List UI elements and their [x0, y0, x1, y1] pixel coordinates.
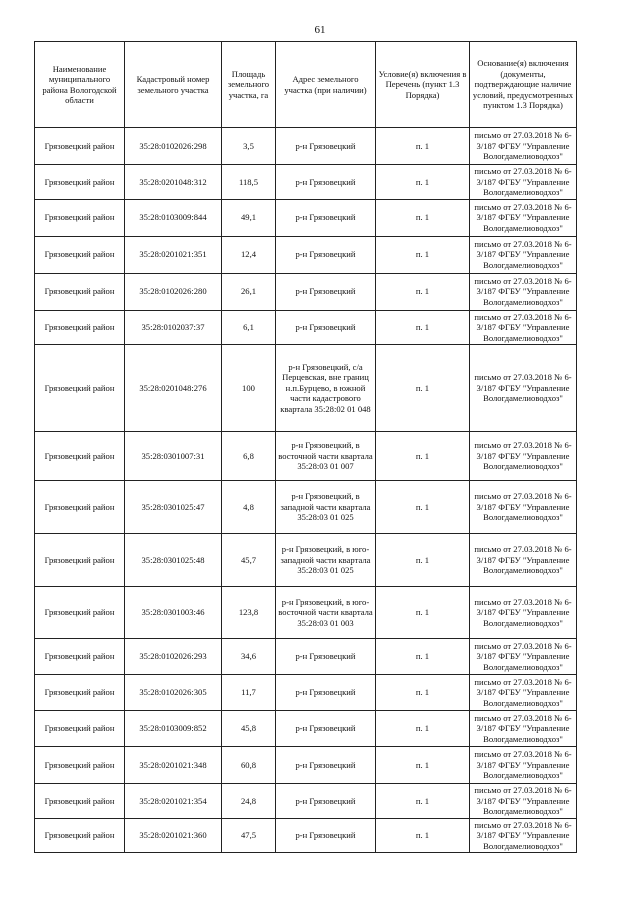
- cell-address: р-н Грязовецкий: [276, 165, 376, 200]
- cell-basis: письмо от 27.03.2018 № 6-3/187 ФГБУ "Управление Вологдамелиоводхоз": [470, 236, 577, 273]
- cell-address: р-н Грязовецкий: [276, 784, 376, 819]
- cell-condition: п. 1: [376, 165, 470, 200]
- land-plots-table: [34, 41, 577, 853]
- cell-address: р-н Грязовецкий: [276, 711, 376, 747]
- table-row: [35, 818, 577, 853]
- cell-cadastral-number: 35:28:0201021:351: [125, 236, 222, 273]
- cell-area: 24,8: [222, 784, 276, 819]
- cell-condition: п. 1: [376, 236, 470, 273]
- cell-district: Грязовецкий район: [35, 236, 125, 273]
- cell-condition: п. 1: [376, 747, 470, 784]
- cell-condition: п. 1: [376, 784, 470, 819]
- cell-basis: письмо от 27.03.2018 № 6-3/187 ФГБУ "Управление Вологдамелиоводхоз": [470, 587, 577, 639]
- cell-area: 12,4: [222, 236, 276, 273]
- cell-address: р-н Грязовецкий: [276, 747, 376, 784]
- cell-cadastral-number: 35:28:0301025:47: [125, 481, 222, 534]
- table-row: [35, 675, 577, 711]
- cell-district: Грязовецкий район: [35, 128, 125, 165]
- cell-address: р-н Грязовецкий: [276, 818, 376, 853]
- table-row: [35, 587, 577, 639]
- cell-address: р-н Грязовецкий: [276, 199, 376, 236]
- table-row: [35, 711, 577, 747]
- cell-area: 4,8: [222, 481, 276, 534]
- table-row: [35, 639, 577, 675]
- cell-area: 123,8: [222, 587, 276, 639]
- cell-area: 34,6: [222, 639, 276, 675]
- cell-cadastral-number: 35:28:0102026:293: [125, 639, 222, 675]
- cell-basis: письмо от 27.03.2018 № 6-3/187 ФГБУ "Управление Вологдамелиоводхоз": [470, 675, 577, 711]
- cell-cadastral-number: 35:28:0201021:348: [125, 747, 222, 784]
- cell-cadastral-number: 35:28:0301003:46: [125, 587, 222, 639]
- cell-basis: письмо от 27.03.2018 № 6-3/187 ФГБУ "Управление Вологдамелиоводхоз": [470, 432, 577, 481]
- cell-district: Грязовецкий район: [35, 273, 125, 310]
- cell-district: Грязовецкий район: [35, 432, 125, 481]
- cell-area: 45,7: [222, 534, 276, 587]
- cell-basis: письмо от 27.03.2018 № 6-3/187 ФГБУ "Управление Вологдамелиоводхоз": [470, 273, 577, 310]
- cell-basis: письмо от 27.03.2018 № 6-3/187 ФГБУ "Управление Вологдамелиоводхоз": [470, 199, 577, 236]
- page-number: 61: [314, 24, 326, 36]
- cell-cadastral-number: 35:28:0201021:354: [125, 784, 222, 819]
- cell-condition: п. 1: [376, 639, 470, 675]
- cell-district: Грязовецкий район: [35, 534, 125, 587]
- cell-basis: письмо от 27.03.2018 № 6-3/187 ФГБУ "Управление Вологдамелиоводхоз": [470, 747, 577, 784]
- cell-address: р-н Грязовецкий: [276, 273, 376, 310]
- cell-area: 118,5: [222, 165, 276, 200]
- cell-condition: п. 1: [376, 481, 470, 534]
- cell-district: Грязовецкий район: [35, 639, 125, 675]
- cell-area: 47,5: [222, 818, 276, 853]
- cell-district: Грязовецкий район: [35, 784, 125, 819]
- column-header-condition: Условие(я) включения в Перечень (пункт 1.3 Порядка): [376, 42, 470, 128]
- table-row: [35, 534, 577, 587]
- cell-condition: п. 1: [376, 711, 470, 747]
- cell-condition: п. 1: [376, 587, 470, 639]
- cell-area: 100: [222, 345, 276, 432]
- cell-cadastral-number: 35:28:0201048:312: [125, 165, 222, 200]
- table-row: [35, 747, 577, 784]
- cell-cadastral-number: 35:28:0102026:280: [125, 273, 222, 310]
- cell-district: Грязовецкий район: [35, 747, 125, 784]
- column-header-cadastral-number: Кадастровый номер земельного участка: [125, 42, 222, 128]
- cell-cadastral-number: 35:28:0102026:298: [125, 128, 222, 165]
- cell-address: р-н Грязовецкий, с/а Перцевская, вне границ н.п.Бурцево, в южной части кадастрового квартала 35:28:02 01 048: [276, 345, 376, 432]
- table-row: [35, 310, 577, 345]
- table-header-row: [35, 42, 577, 128]
- table-row: [35, 128, 577, 165]
- cell-address: р-н Грязовецкий: [276, 310, 376, 345]
- cell-district: Грязовецкий район: [35, 587, 125, 639]
- cell-address: р-н Грязовецкий, в юго-западной части квартала 35:28:03 01 025: [276, 534, 376, 587]
- cell-district: Грязовецкий район: [35, 711, 125, 747]
- cell-basis: письмо от 27.03.2018 № 6-3/187 ФГБУ "Управление Вологдамелиоводхоз": [470, 639, 577, 675]
- cell-address: р-н Грязовецкий, в восточной части квартала 35:28:03 01 007: [276, 432, 376, 481]
- cell-address: р-н Грязовецкий: [276, 236, 376, 273]
- cell-cadastral-number: 35:28:0102026:305: [125, 675, 222, 711]
- table-row: [35, 165, 577, 200]
- cell-cadastral-number: 35:28:0103009:852: [125, 711, 222, 747]
- cell-area: 6,1: [222, 310, 276, 345]
- cell-cadastral-number: 35:28:0103009:844: [125, 199, 222, 236]
- cell-district: Грязовецкий район: [35, 165, 125, 200]
- cell-cadastral-number: 35:28:0102037:37: [125, 310, 222, 345]
- cell-address: р-н Грязовецкий: [276, 675, 376, 711]
- cell-cadastral-number: 35:28:0301025:48: [125, 534, 222, 587]
- table-body: [35, 128, 577, 853]
- cell-address: р-н Грязовецкий, в западной части квартала 35:28:03 01 025: [276, 481, 376, 534]
- cell-condition: п. 1: [376, 310, 470, 345]
- column-header-area: Площадь земельного участка, га: [222, 42, 276, 128]
- cell-condition: п. 1: [376, 345, 470, 432]
- table-row: [35, 481, 577, 534]
- cell-basis: письмо от 27.03.2018 № 6-3/187 ФГБУ "Управление Вологдамелиоводхоз": [470, 481, 577, 534]
- cell-condition: п. 1: [376, 432, 470, 481]
- cell-basis: письмо от 27.03.2018 № 6-3/187 ФГБУ "Управление Вологдамелиоводхоз": [470, 310, 577, 345]
- cell-district: Грязовецкий район: [35, 481, 125, 534]
- table-row: [35, 432, 577, 481]
- column-header-basis: Основание(я) включения (документы, подтверждающие наличие условий, предусмотренных пунктом 1.3 Порядка): [470, 42, 577, 128]
- cell-district: Грязовецкий район: [35, 818, 125, 853]
- cell-district: Грязовецкий район: [35, 345, 125, 432]
- cell-condition: п. 1: [376, 199, 470, 236]
- cell-address: р-н Грязовецкий, в юго-восточной части квартала 35:28:03 01 003: [276, 587, 376, 639]
- table-row: [35, 199, 577, 236]
- cell-area: 3,5: [222, 128, 276, 165]
- cell-cadastral-number: 35:28:0201048:276: [125, 345, 222, 432]
- cell-area: 11,7: [222, 675, 276, 711]
- cell-basis: письмо от 27.03.2018 № 6-3/187 ФГБУ "Управление Вологдамелиоводхоз": [470, 784, 577, 819]
- cell-area: 60,8: [222, 747, 276, 784]
- cell-basis: письмо от 27.03.2018 № 6-3/187 ФГБУ "Управление Вологдамелиоводхоз": [470, 818, 577, 853]
- cell-area: 26,1: [222, 273, 276, 310]
- cell-condition: п. 1: [376, 128, 470, 165]
- cell-area: 45,8: [222, 711, 276, 747]
- table-row: [35, 273, 577, 310]
- cell-cadastral-number: 35:28:0201021:360: [125, 818, 222, 853]
- cell-condition: п. 1: [376, 675, 470, 711]
- cell-cadastral-number: 35:28:0301007:31: [125, 432, 222, 481]
- column-header-district: Наименование муниципального района Вологодской области: [35, 42, 125, 128]
- cell-district: Грязовецкий район: [35, 199, 125, 236]
- cell-basis: письмо от 27.03.2018 № 6-3/187 ФГБУ "Управление Вологдамелиоводхоз": [470, 345, 577, 432]
- column-header-address: Адрес земельного участка (при наличии): [276, 42, 376, 128]
- cell-district: Грязовецкий район: [35, 310, 125, 345]
- cell-address: р-н Грязовецкий: [276, 639, 376, 675]
- table-row: [35, 345, 577, 432]
- cell-address: р-н Грязовецкий: [276, 128, 376, 165]
- cell-district: Грязовецкий район: [35, 675, 125, 711]
- cell-area: 6,8: [222, 432, 276, 481]
- cell-condition: п. 1: [376, 273, 470, 310]
- cell-basis: письмо от 27.03.2018 № 6-3/187 ФГБУ "Управление Вологдамелиоводхоз": [470, 165, 577, 200]
- cell-basis: письмо от 27.03.2018 № 6-3/187 ФГБУ "Управление Вологдамелиоводхоз": [470, 711, 577, 747]
- cell-basis: письмо от 27.03.2018 № 6-3/187 ФГБУ "Управление Вологдамелиоводхоз": [470, 534, 577, 587]
- table-row: [35, 784, 577, 819]
- cell-condition: п. 1: [376, 818, 470, 853]
- cell-area: 49,1: [222, 199, 276, 236]
- table-row: [35, 236, 577, 273]
- cell-condition: п. 1: [376, 534, 470, 587]
- cell-basis: письмо от 27.03.2018 № 6-3/187 ФГБУ "Управление Вологдамелиоводхоз": [470, 128, 577, 165]
